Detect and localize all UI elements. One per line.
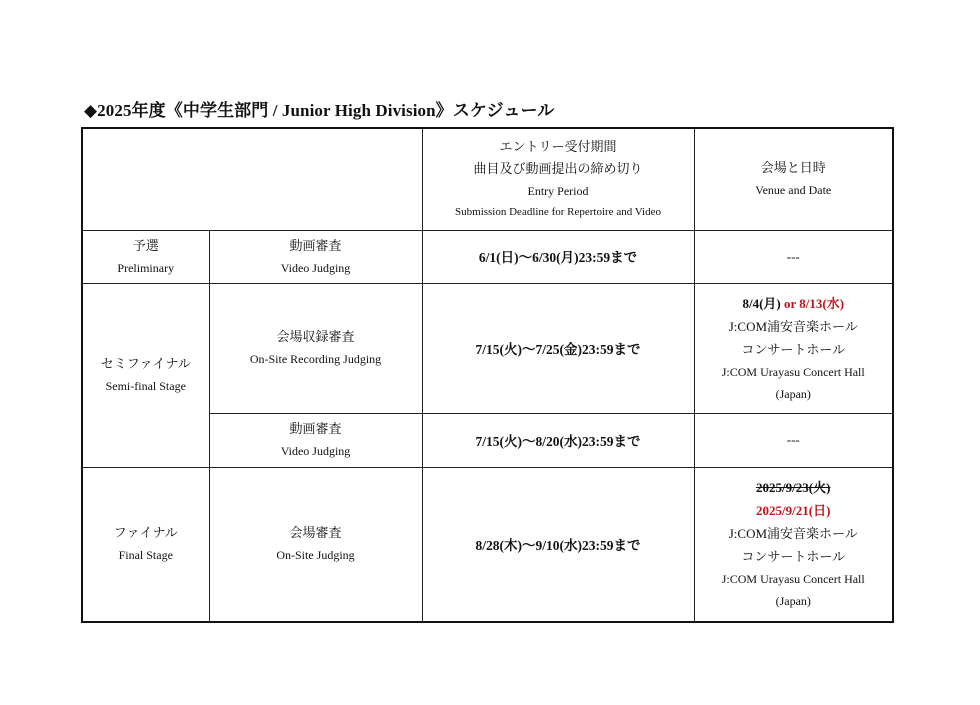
method-cell xyxy=(209,413,422,467)
header-period-en-2: Submission Deadline for Repertoire and Video xyxy=(455,206,661,219)
venue-date-alternative: or 8/13(水) xyxy=(780,295,845,311)
stage-en: Semi-final Stage xyxy=(105,379,186,393)
method-cell xyxy=(209,230,422,283)
method-jp: 動画審査 xyxy=(289,421,342,436)
stage-cell xyxy=(82,283,209,467)
stage-jp: セミファイナル xyxy=(100,356,191,371)
stage-en: Final Stage xyxy=(118,548,173,563)
header-period-jp-1: エントリー受付期間 xyxy=(499,139,617,155)
venue-cell xyxy=(694,283,893,413)
venue-country: (Japan) xyxy=(775,594,811,609)
stage-en: Preliminary xyxy=(117,260,175,275)
method-jp: 会場収録審査 xyxy=(276,329,355,344)
method-en: Video Judging xyxy=(280,260,351,275)
venue-cell xyxy=(694,467,893,622)
schedule-table xyxy=(81,127,894,623)
venue-old-date: 2025/9/23(火) xyxy=(756,480,831,496)
venue-cell xyxy=(694,230,893,283)
stage-cell xyxy=(82,230,209,283)
method-jp: 会場審査 xyxy=(289,525,342,541)
header-venue-en: Venue and Date xyxy=(755,183,832,198)
venue-new-date: 2025/9/21(日) xyxy=(756,503,831,519)
period-text: 8/28(木)〜9/10(水)23:59まで xyxy=(475,537,641,553)
venue-text: --- xyxy=(786,432,800,447)
venue-name-jp-2: コンサートホール xyxy=(741,549,846,565)
venue-cell xyxy=(694,413,893,467)
header-row xyxy=(82,128,893,230)
header-venue-jp: 会場と日時 xyxy=(760,160,826,176)
period-text: 6/1(日)〜6/30(月)23:59まで xyxy=(478,250,638,265)
table-row-semifinal-onsite xyxy=(82,283,893,413)
page-title: ◆2025年度《中学生部門 / Junior High Division》スケジュール xyxy=(84,101,555,120)
method-en: Video Judging xyxy=(280,444,351,458)
period-text: 7/15(火)〜8/20(水)23:59まで xyxy=(475,433,641,449)
table-row-final xyxy=(82,467,893,622)
venue-name-en: J:COM Urayasu Concert Hall xyxy=(721,572,865,587)
method-en: On-Site Recording Judging xyxy=(249,352,382,366)
header-period-cell xyxy=(422,128,694,230)
header-venue-cell xyxy=(694,128,893,230)
venue-name-en: J:COM Urayasu Concert Hall xyxy=(721,364,865,379)
venue-text: --- xyxy=(786,248,800,264)
period-cell xyxy=(422,230,694,283)
period-cell xyxy=(422,283,694,413)
stage-cell xyxy=(82,467,209,622)
period-cell xyxy=(422,467,694,622)
venue-name-jp-1: J:COM浦安音楽ホール xyxy=(728,318,858,334)
method-jp: 動画審査 xyxy=(289,237,342,253)
method-en: On-Site Judging xyxy=(276,548,355,563)
venue-name-jp-1: J:COM浦安音楽ホール xyxy=(728,526,858,542)
venue-country: (Japan) xyxy=(775,386,811,401)
header-period-jp-2: 曲目及び動画提出の締め切り xyxy=(473,161,643,177)
header-period-en-1: Entry Period xyxy=(527,184,589,199)
venue-date-line xyxy=(695,292,893,315)
stage-jp: ファイナル xyxy=(113,525,178,541)
method-cell xyxy=(209,467,422,622)
table-row-preliminary xyxy=(82,230,893,283)
header-empty-cell xyxy=(82,128,422,230)
period-text: 7/15(火)〜7/25(金)23:59まで xyxy=(475,341,641,357)
venue-name-jp-2: コンサートホール xyxy=(741,341,846,357)
venue-date-primary: 8/4(月) xyxy=(742,295,781,311)
stage-jp: 予選 xyxy=(132,237,159,253)
method-cell xyxy=(209,283,422,413)
period-cell xyxy=(422,413,694,467)
